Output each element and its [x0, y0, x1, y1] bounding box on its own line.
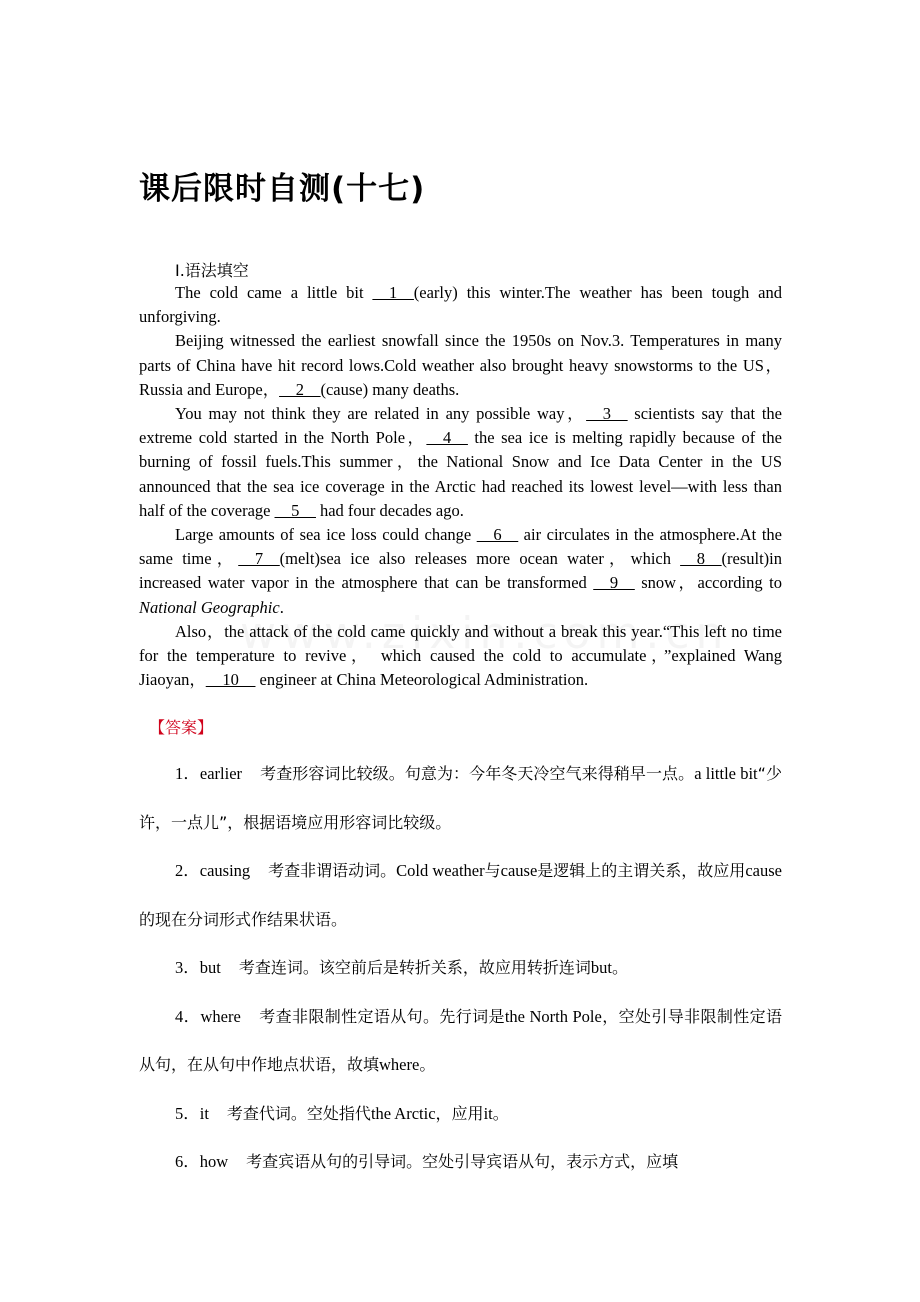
- answer-number: 3．but: [175, 958, 221, 977]
- answer-item-5: [139, 1090, 782, 1139]
- answer-explanation: 与: [484, 861, 501, 880]
- answer-explanation: 。: [611, 958, 628, 977]
- text: snow，according to: [634, 573, 782, 593]
- answer-term: the North Pole: [504, 1006, 602, 1026]
- answer-number: 6．how: [175, 1152, 229, 1171]
- text: You may not think they are related in any possible way，: [175, 404, 587, 424]
- text: Also，the attack of the cold came quickly and without a break this year.“This left no time for the temperature to revive， which caused the cold to accumulate，”explained Wang Jiaoyan，: [139, 621, 782, 690]
- passage-paragraph-1: [139, 281, 782, 329]
- section-label: I.语法填空: [175, 261, 249, 280]
- blank-6: __6__: [476, 525, 519, 545]
- text: .: [279, 597, 284, 617]
- text: (result)in increased water vapor in the atmosphere that can be transformed: [139, 549, 783, 593]
- answer-explanation: 考查形容词比较级。句意为：今年冬天冷空气来得稍早一点。: [260, 764, 695, 783]
- answer-explanation: 的现在分词形式作结果状语。: [139, 909, 348, 929]
- blank-8: __8__: [680, 549, 722, 569]
- text: (melt)sea ice also releases more ocean water，which: [279, 549, 681, 569]
- passage-paragraph-4: [139, 523, 782, 620]
- answer-explanation: 考查非谓语动词。: [268, 861, 397, 880]
- page-title: 课后限时自测(十七): [139, 171, 426, 207]
- answer-explanation: ，应用: [435, 1103, 484, 1123]
- answer-explanation: ，空处引导非限制性定语从句，在从句中作地点状语，故填: [139, 1006, 782, 1074]
- source-title: National Geographic: [139, 597, 280, 617]
- answer-explanation: 是逻辑上的主谓关系，故应用: [537, 861, 746, 880]
- blank-3: __3__: [586, 404, 628, 424]
- text: had four decades ago.: [315, 500, 464, 520]
- answer-explanation: “少许，一点儿”，根据语境应用形容词比较级。: [139, 764, 782, 832]
- blank-5: __5__: [274, 500, 316, 520]
- answer-explanation: 。: [492, 1103, 509, 1123]
- text: (early) this winter.The weather has been tough and unforgiving.: [139, 283, 782, 327]
- answer-explanation: 考查宾语从句的引导词。空处引导宾语从句，表示方式，应填: [246, 1152, 679, 1171]
- text: air circulates in the atmosphere.At the same time，: [139, 525, 782, 569]
- text: (cause) many deaths.: [320, 379, 460, 399]
- blank-7: __7__: [238, 549, 280, 569]
- blank-4: __4__: [426, 428, 468, 448]
- answer-term: a little bit: [694, 764, 758, 783]
- text: Large amounts of sea ice loss could change: [175, 525, 477, 545]
- text: Beijing witnessed the earliest snowfall since the 1950s on Nov.3. Temperatures in many parts of China have hit record lows.Cold weather also brought heavy snowstorms to the US，Russia and Europe，: [139, 331, 782, 399]
- answer-term: the Arctic: [370, 1103, 436, 1123]
- answer-term: cause: [500, 861, 538, 880]
- answer-item-6: [139, 1138, 782, 1187]
- answer-number: 1．earlier: [175, 764, 243, 783]
- answer-number: 2．causing: [175, 861, 251, 880]
- text: scientists say that the extreme cold started in the North Pole，: [139, 404, 782, 448]
- blank-2: __2__: [279, 379, 321, 399]
- answer-item-3: [139, 944, 782, 993]
- answer-explanation: 考查非限制性定语从句。先行词是: [258, 1006, 505, 1026]
- answer-label: 【答案】: [149, 718, 214, 737]
- answer-explanation: 。: [419, 1055, 436, 1074]
- answer-term: where: [379, 1055, 420, 1074]
- answer-term: it: [483, 1103, 493, 1123]
- answer-explanation: 考查代词。空处指代: [226, 1103, 371, 1123]
- passage-paragraph-2: [139, 329, 782, 402]
- text: engineer at China Meteorological Administration.: [255, 670, 589, 690]
- answer-list: [139, 750, 782, 1187]
- answer-number: 4．where: [175, 1006, 241, 1026]
- answer-number: 5．it: [175, 1103, 209, 1123]
- passage-paragraph-3: [139, 402, 782, 523]
- text: The cold came a little bit: [175, 283, 373, 302]
- passage: [139, 281, 782, 692]
- answer-term: but: [590, 958, 612, 977]
- answer-term: Cold weather: [396, 861, 485, 880]
- answer-item-1: [139, 750, 782, 847]
- answer-explanation: 考查连词。该空前后是转折关系，故应用转折连词: [238, 958, 591, 977]
- passage-paragraph-5: [139, 620, 782, 693]
- blank-10: __10__: [205, 670, 256, 690]
- answer-term: cause: [745, 861, 782, 880]
- answer-item-4: [139, 993, 782, 1090]
- answer-item-2: [139, 847, 782, 944]
- text: the sea ice is melting rapidly because of the burning of fossil fuels.This summer，the National Snow and Ice Data Center in the US announced that the sea ice coverage in the Arctic had reached its lowest level—with less than half of the coverage: [139, 428, 782, 520]
- blank-9: __9__: [593, 573, 635, 593]
- blank-1: __1__: [372, 283, 414, 302]
